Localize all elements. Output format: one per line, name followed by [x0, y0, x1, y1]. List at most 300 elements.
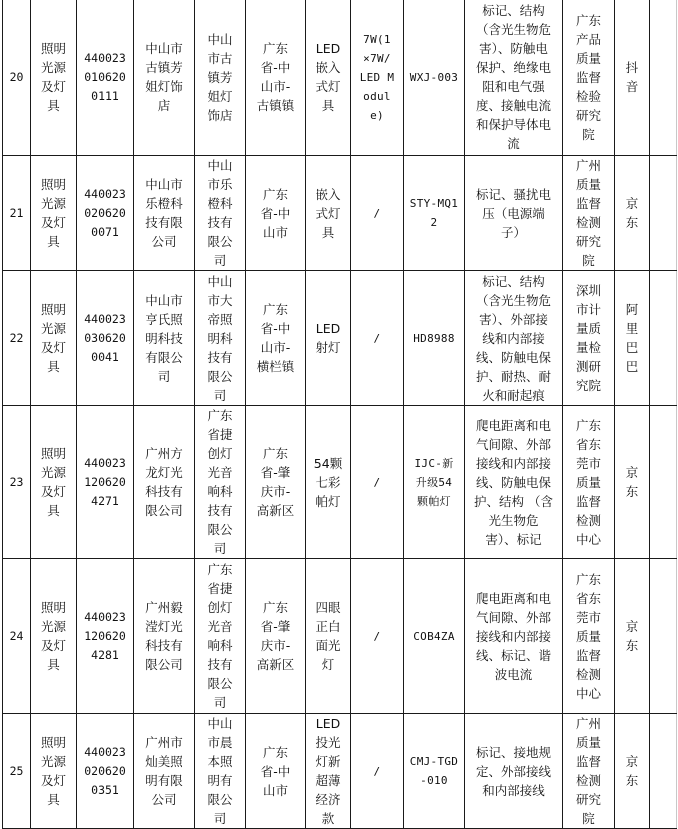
cell-text-line: 量质 — [575, 321, 601, 336]
cell-text-line: 七彩 — [315, 474, 341, 490]
cell-text-line: 中山市 — [145, 292, 183, 308]
cell-text-line: 研究 — [575, 107, 601, 123]
cell-text-line: 质量 — [575, 735, 601, 750]
cell-text-line: STY-MQ1 — [409, 197, 459, 210]
cell-sample-code — [77, 559, 134, 714]
cell-text-line: 广东 — [262, 446, 288, 461]
cell-text-line: 具 — [47, 792, 60, 807]
cell-text-line: 山市 — [262, 782, 288, 798]
cell-text-line: 面光 — [315, 638, 341, 653]
cell-spec — [351, 406, 404, 559]
cell-text-line: 广州方 — [145, 446, 183, 461]
cell-text-line: 440023 — [84, 609, 126, 624]
cell-text-line: 照明 — [40, 600, 66, 615]
cell-inspection-agency — [563, 714, 615, 829]
cell-category — [31, 0, 77, 156]
cell-manufacturer — [134, 559, 195, 714]
cell-text-line: 0111 — [91, 88, 119, 103]
cell-text-line: 中山 — [207, 158, 233, 173]
cell-text-line: 检测 — [575, 666, 601, 682]
cell-text-line: odul — [363, 89, 391, 103]
cell-text-line: 公司 — [151, 792, 177, 807]
cell-text-line: 院 — [582, 126, 595, 142]
cell-extra — [650, 406, 677, 559]
cell-extra — [650, 156, 677, 271]
cell-text-line: 广东 — [262, 186, 288, 202]
cell-text-line: 检测 — [575, 773, 601, 788]
cell-product-name — [306, 271, 351, 406]
cell-text-line: 保护、绝缘电 — [475, 60, 551, 75]
cell-text-line: 姐灯饰 — [145, 79, 183, 94]
cell-text-line: 7W(1 — [363, 32, 391, 46]
cell-product-name — [306, 0, 351, 156]
cell-text-line: 莞市 — [575, 609, 601, 625]
cell-text-line: 440023 — [84, 311, 126, 326]
cell-text-line: 广州市 — [145, 735, 183, 750]
cell-text-line: 波电流 — [494, 666, 533, 682]
cell-text-line: 标记、结构 — [482, 273, 545, 289]
cell-text-line: 姐灯 — [207, 88, 233, 104]
cell-text-line: （含光生物危 — [475, 22, 551, 37]
cell-text-line: 创灯 — [207, 600, 233, 615]
cell-text-line: 光源 — [40, 321, 66, 336]
cell-text-line: 光源 — [40, 619, 66, 634]
cell-text-line: 质量 — [575, 628, 601, 644]
cell-text-line: 庆市- — [260, 484, 291, 499]
cell-text-line: 市晨 — [207, 735, 233, 750]
cell-model — [404, 156, 465, 271]
cell-text-line: 阿 — [625, 302, 639, 317]
cell-text-line: 和保护导体电 — [475, 117, 551, 132]
cell-text-line: 2 — [430, 216, 438, 229]
cell-text-line: 120620 — [84, 628, 126, 643]
cell-text-line: 技有 — [207, 215, 233, 230]
cell-text-line: 广东 — [207, 562, 233, 577]
cell-text-line: 司 — [213, 253, 227, 268]
cell-region — [246, 271, 306, 406]
cell-text-line: 照明 — [40, 302, 66, 317]
cell-text-line: 流 — [507, 136, 520, 151]
cell-failed-items — [465, 271, 563, 406]
cell-text-line: WXJ-003 — [409, 70, 459, 84]
cell-product-name — [306, 156, 351, 271]
cell-text-line: 明科 — [207, 330, 233, 346]
cell-text-line: 市大 — [207, 292, 233, 308]
cell-text-line: 检验 — [575, 88, 601, 104]
cell-text-line: 限公司 — [145, 503, 183, 518]
cell-text-line: 司 — [157, 368, 171, 384]
cell-text-line: 古镇镇 — [256, 98, 295, 113]
cell-sample-code — [77, 0, 134, 156]
cell-text-line: 限公 — [207, 368, 233, 384]
cell-text-line: 中心 — [575, 531, 601, 547]
cell-text-line: / — [373, 331, 381, 345]
cell-seller — [195, 714, 246, 829]
cell-platform — [615, 559, 650, 714]
cell-text-line: 害）、防触电 — [479, 41, 548, 56]
cell-text-line: 监督 — [575, 493, 601, 509]
cell-text-line: 响科 — [207, 638, 233, 653]
cell-text-line: 广东 — [575, 417, 601, 433]
cell-text-line: 公司 — [151, 234, 177, 249]
cell-text-line: IJC-新 — [414, 456, 454, 470]
cell-text-line: 护、结构 （含 — [474, 493, 553, 509]
cell-platform — [615, 714, 650, 829]
cell-inspection-agency — [563, 271, 615, 406]
cell-text-line: 科技有 — [145, 484, 183, 499]
cell-inspection-agency — [563, 156, 615, 271]
cell-inspection-agency — [563, 559, 615, 714]
cell-seller — [195, 559, 246, 714]
cell-text-line: 颗帕灯 — [417, 494, 451, 508]
cell-seller — [195, 156, 246, 271]
cell-seq — [3, 0, 31, 156]
cell-text-line: 东 — [625, 484, 639, 499]
cell-text-line: 明科技 — [145, 330, 183, 346]
cell-text-line: 司 — [213, 387, 227, 403]
cell-text-line: 爬电距离和电 — [475, 417, 551, 433]
cell-text-line: 山市 — [262, 224, 288, 240]
cell-seq — [3, 559, 31, 714]
cell-text-line: ×7W/ — [363, 51, 391, 65]
cell-text-line: 24 — [9, 628, 24, 643]
cell-text-line: 质量 — [575, 474, 601, 490]
cell-text-line: 橙科 — [207, 196, 233, 211]
cell-text-line: 光音 — [207, 619, 233, 634]
cell-text-line: 本照 — [207, 754, 233, 769]
cell-model — [404, 271, 465, 406]
cell-text-line: 010620 — [84, 69, 126, 84]
cell-text-line: 监督 — [575, 196, 601, 211]
cell-text-line: 科技有 — [145, 638, 183, 653]
cell-text-line: 光源 — [40, 754, 66, 769]
cell-text-line: 20 — [9, 69, 24, 84]
cell-text-line: 具 — [47, 503, 60, 518]
cell-text-line: 检测 — [575, 215, 601, 230]
cell-text-line: 54颗 — [313, 455, 343, 471]
cell-text-line: 质量 — [575, 50, 601, 66]
cell-category — [31, 559, 77, 714]
cell-text-line: 省东 — [575, 436, 601, 452]
cell-text-line: 照明 — [40, 446, 66, 461]
cell-text-line: e) — [370, 108, 384, 122]
cell-text-line: 030620 — [84, 330, 126, 345]
cell-text-line: 技有 — [207, 503, 233, 518]
cell-text-line: 具 — [321, 224, 335, 240]
table-row — [3, 271, 677, 406]
cell-text-line: 巴 — [625, 340, 639, 355]
cell-text-line: 4271 — [91, 493, 119, 508]
cell-text-line: 广东 — [262, 744, 288, 760]
cell-text-line: 及灯 — [40, 340, 66, 355]
cell-text-line: LED — [315, 321, 341, 336]
table-row — [3, 156, 677, 271]
cell-text-line: 限公 — [207, 792, 233, 807]
cell-text-line: 质量 — [575, 177, 601, 192]
cell-text-line: 光生物危 — [488, 512, 539, 528]
cell-sample-code — [77, 271, 134, 406]
cell-text-line: 检测 — [575, 512, 601, 528]
cell-text-line: 广东 — [575, 12, 601, 28]
cell-text-line: 升级54 — [415, 475, 453, 489]
cell-text-line: 光源 — [40, 465, 66, 480]
cell-text-line: 莞市 — [575, 455, 601, 471]
cell-text-line: 司 — [213, 695, 227, 710]
cell-text-line: 省-中 — [260, 763, 291, 779]
cell-text-line: 乐橙科 — [145, 196, 183, 211]
cell-text-line: LED M — [359, 70, 395, 84]
cell-text-line: 标记、骚扰电 — [475, 186, 551, 202]
cell-text-line: 火和耐起痕 — [482, 387, 545, 403]
cell-text-line: 广州 — [575, 716, 601, 731]
cell-text-line: 及灯 — [40, 638, 66, 653]
cell-extra — [650, 0, 677, 156]
table-row — [3, 559, 677, 714]
cell-text-line: LED — [315, 716, 341, 731]
cell-extra — [650, 714, 677, 829]
cell-inspection-agency — [563, 406, 615, 559]
cell-text-line: COB4ZA — [413, 629, 455, 643]
cell-text-line: 山市- — [260, 340, 291, 355]
cell-text-line: 子） — [500, 224, 526, 240]
cell-text-line: 四眼 — [315, 600, 341, 615]
cell-text-line: 光音 — [207, 465, 233, 480]
cell-text-line: 东 — [625, 215, 639, 230]
cell-text-line: 明有限 — [145, 773, 183, 788]
cell-text-line: 护、耐热、耐 — [475, 368, 551, 384]
cell-text-line: / — [373, 764, 381, 778]
cell-text-line: 线和内部接 — [482, 330, 545, 346]
cell-seq — [3, 714, 31, 829]
cell-text-line: 广州毅 — [145, 600, 183, 615]
cell-text-line: 研究 — [575, 234, 601, 249]
cell-sample-code — [77, 406, 134, 559]
cell-spec — [351, 714, 404, 829]
cell-text-line: 京 — [625, 465, 639, 480]
cell-text-line: 省-肇 — [260, 465, 291, 480]
cell-text-line: 限公司 — [145, 657, 183, 672]
cell-text-line: 超薄 — [315, 773, 341, 788]
cell-sample-code — [77, 156, 134, 271]
cell-category — [31, 714, 77, 829]
cell-text-line: 22 — [9, 330, 24, 345]
cell-text-line: 式灯 — [315, 79, 341, 94]
cell-text-line: 中山 — [207, 716, 233, 731]
cell-text-line: 爬电距离和电 — [475, 590, 551, 606]
cell-text-line: 020620 — [84, 205, 126, 220]
cell-text-line: LED — [315, 41, 341, 56]
cell-text-line: 省捷 — [207, 427, 233, 442]
cell-text-line: 线、防触电保 — [475, 474, 551, 490]
cell-text-line: 店 — [157, 98, 171, 113]
cell-text-line: 式灯 — [315, 205, 341, 221]
cell-text-line: 440023 — [84, 186, 126, 201]
cell-text-line: 具 — [47, 234, 60, 249]
cell-text-line: 款 — [321, 811, 335, 826]
cell-seq — [3, 406, 31, 559]
cell-text-line: 市古 — [207, 50, 233, 66]
table-row — [3, 406, 677, 559]
cell-text-line: 灯 — [321, 657, 335, 672]
cell-region — [246, 156, 306, 271]
cell-platform — [615, 406, 650, 559]
cell-text-line: 究院 — [575, 378, 601, 393]
cell-text-line: 接线和内部接 — [475, 455, 551, 471]
cell-text-line: 里 — [625, 321, 639, 336]
cell-category — [31, 271, 77, 406]
cell-text-line: 监督 — [575, 69, 601, 85]
cell-region — [246, 0, 306, 156]
cell-text-line: 440023 — [84, 455, 126, 470]
cell-text-line: 古镇芳 — [145, 60, 183, 75]
cell-text-line: 阻和电气强 — [482, 79, 545, 94]
cell-failed-items — [465, 406, 563, 559]
cell-text-line: 量检 — [575, 340, 601, 355]
cell-text-line: 京 — [625, 619, 639, 634]
cell-model — [404, 0, 465, 156]
cell-text-line: 光源 — [40, 60, 66, 75]
cell-manufacturer — [134, 0, 195, 156]
cell-text-line: 射灯 — [315, 340, 341, 355]
cell-text-line: 具 — [321, 98, 335, 113]
cell-text-line: 饰店 — [207, 107, 233, 123]
cell-text-line: 帝照 — [207, 311, 233, 327]
cell-text-line: 省捷 — [207, 581, 233, 596]
cell-seq — [3, 156, 31, 271]
cell-text-line: 中山市 — [145, 41, 183, 56]
cell-text-line: 23 — [9, 474, 24, 489]
cell-manufacturer — [134, 406, 195, 559]
inspection-results-table — [2, 0, 677, 829]
cell-text-line: / — [373, 475, 381, 489]
cell-text-line: 标记、接地规 — [475, 744, 551, 760]
cell-model — [404, 406, 465, 559]
cell-text-line: 省-中 — [260, 60, 291, 75]
cell-text-line: 高新区 — [256, 657, 295, 672]
cell-text-line: 响科 — [207, 484, 233, 499]
cell-text-line: 定、外部接线 — [475, 763, 551, 779]
cell-failed-items — [465, 714, 563, 829]
cell-text-line: 光源 — [40, 196, 66, 211]
cell-product-name — [306, 559, 351, 714]
cell-text-line: 正白 — [315, 619, 341, 634]
cell-text-line: 120620 — [84, 474, 126, 489]
cell-text-line: 0351 — [91, 782, 119, 797]
cell-manufacturer — [134, 156, 195, 271]
cell-text-line: / — [373, 206, 381, 220]
cell-text-line: 技有 — [207, 349, 233, 365]
cell-text-line: 压（电源端 — [482, 205, 545, 221]
cell-text-line: 灯新 — [315, 754, 341, 769]
cell-platform — [615, 271, 650, 406]
cell-text-line: 21 — [9, 205, 24, 220]
cell-text-line: 接线和内部接 — [475, 628, 551, 644]
cell-text-line: 山市- — [260, 79, 291, 94]
cell-extra — [650, 559, 677, 714]
cell-text-line: 具 — [47, 359, 60, 374]
cell-text-line: 监督 — [575, 754, 601, 769]
cell-text-line: 横栏镇 — [256, 359, 295, 374]
cell-text-line: 0071 — [91, 224, 119, 239]
cell-text-line: 省-中 — [260, 205, 291, 221]
cell-text-line: 司 — [213, 811, 227, 826]
cell-text-line: 抖 — [625, 60, 639, 75]
cell-text-line: 京 — [625, 196, 639, 211]
cell-text-line: 气间隙、外部 — [475, 436, 551, 452]
cell-text-line: 研究 — [575, 792, 601, 807]
cell-text-line: 测研 — [575, 359, 601, 374]
cell-text-line: 高新区 — [256, 503, 295, 518]
cell-text-line: CMJ-TGD — [409, 755, 459, 768]
cell-text-line: 0041 — [91, 349, 119, 364]
cell-text-line: 25 — [9, 763, 24, 778]
cell-text-line: 产品 — [575, 31, 601, 47]
cell-product-name — [306, 406, 351, 559]
cell-spec — [351, 156, 404, 271]
cell-text-line: 省-肇 — [260, 619, 291, 634]
cell-text-line: 广东 — [207, 408, 233, 423]
cell-text-line: 监督 — [575, 647, 601, 663]
cell-spec — [351, 271, 404, 406]
cell-text-line: HD8988 — [413, 331, 455, 345]
cell-model — [404, 559, 465, 714]
cell-manufacturer — [134, 714, 195, 829]
cell-text-line: 线、标记、谐 — [475, 647, 551, 663]
cell-seller — [195, 0, 246, 156]
cell-seller — [195, 271, 246, 406]
cell-category — [31, 156, 77, 271]
cell-text-line: 司 — [213, 541, 227, 556]
cell-model — [404, 714, 465, 829]
cell-text-line: 照明 — [40, 735, 66, 750]
cell-text-line: 广东 — [262, 600, 288, 615]
cell-failed-items — [465, 559, 563, 714]
cell-text-line: 东 — [625, 638, 639, 653]
cell-region — [246, 406, 306, 559]
cell-text-line: 害）、标记 — [485, 531, 542, 547]
cell-text-line: 及灯 — [40, 484, 66, 499]
cell-text-line: 440023 — [84, 744, 126, 759]
cell-text-line: 限公 — [207, 522, 233, 537]
cell-text-line: 4281 — [91, 647, 119, 662]
cell-text-line: 限公 — [207, 676, 233, 691]
cell-text-line: 照明 — [40, 177, 66, 192]
cell-text-line: 镇芳 — [207, 69, 233, 85]
cell-text-line: 害）、外部接 — [479, 311, 548, 327]
cell-text-line: 龙灯光 — [145, 465, 183, 480]
cell-text-line: 经济 — [315, 792, 341, 807]
cell-text-line: 巴 — [625, 359, 639, 374]
cell-text-line: 技有 — [207, 657, 233, 672]
table-row — [3, 714, 677, 829]
cell-text-line: 省-中 — [260, 321, 291, 336]
cell-text-line: 院 — [582, 811, 595, 826]
cell-text-line: 020620 — [84, 763, 126, 778]
cell-seq — [3, 271, 31, 406]
cell-text-line: 限公 — [207, 234, 233, 249]
cell-text-line: 度、接触电流 — [475, 98, 551, 113]
cell-region — [246, 559, 306, 714]
cell-text-line: 和内部接线 — [482, 782, 545, 798]
cell-text-line: 市乐 — [207, 177, 233, 192]
cell-text-line: / — [373, 629, 381, 643]
cell-inspection-agency — [563, 0, 615, 156]
cell-region — [246, 714, 306, 829]
cell-text-line: 明有 — [207, 773, 233, 788]
cell-text-line: 广东 — [262, 302, 288, 317]
cell-text-line: 线、防触电保 — [475, 349, 551, 365]
cell-text-line: 及灯 — [40, 773, 66, 788]
